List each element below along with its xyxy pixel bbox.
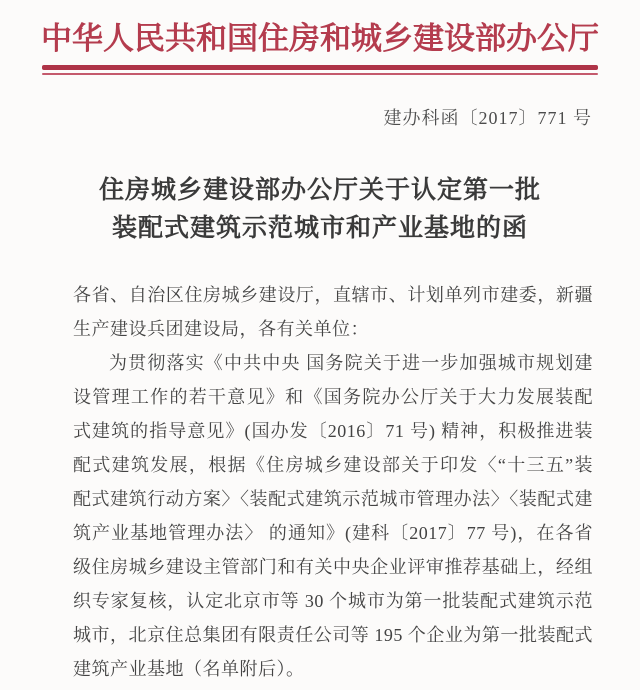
body-line: 为贯彻落实《中共中央 国务院关于进一步加强城市规划建 bbox=[109, 353, 593, 373]
divider-thin-rule bbox=[42, 73, 598, 75]
body-line: 建筑产业基地（名单附后）。 bbox=[73, 659, 305, 679]
body-line: 配式建筑行动方案〉〈装配式建筑示范城市管理办法〉〈装配式建 bbox=[73, 489, 593, 509]
body-line: 设管理工作的若干意见》和《国务院办公厅关于大力发展装配 bbox=[73, 387, 593, 407]
body-line: 式建筑的指导意见》(国办发〔2016〕71 号) 精神，积极推进装 bbox=[73, 421, 593, 441]
body-line: 配式建筑发展，根据《住房城乡建设部关于印发〈“十三五”装 bbox=[73, 455, 593, 475]
divider-thick-rule bbox=[42, 65, 598, 70]
letterhead-divider bbox=[42, 65, 598, 75]
body-line: 级住房城乡建设主管部门和有关中央企业评审推荐基础上，经组 bbox=[73, 557, 593, 577]
document-reference-number: 建办科函〔2017〕771 号 bbox=[383, 108, 592, 128]
document-title-line-2: 装配式建筑示范城市和产业基地的函 bbox=[111, 215, 528, 242]
letterhead-agency-name: 中华人民共和国住房和城乡建设部办公厅 bbox=[41, 21, 599, 56]
document-body bbox=[73, 278, 593, 686]
body-line: 城市，北京住总集团有限责任公司等 195 个企业为第一批装配式 bbox=[73, 625, 593, 645]
body-line: 生产建设兵团建设局，各有关单位： bbox=[73, 319, 369, 339]
body-line: 各省、自治区住房城乡建设厅，直辖市、计划单列市建委，新疆 bbox=[73, 285, 593, 305]
document-title bbox=[0, 172, 640, 248]
body-line: 织专家复核，认定北京市等 30 个城市为第一批装配式建筑示范 bbox=[73, 591, 593, 611]
body-line: 筑产业基地管理办法〉 的通知》(建科〔2017〕77 号)，在各省 bbox=[73, 523, 593, 543]
document-title-line-1: 住房城乡建设部办公厅关于认定第一批 bbox=[98, 177, 541, 204]
